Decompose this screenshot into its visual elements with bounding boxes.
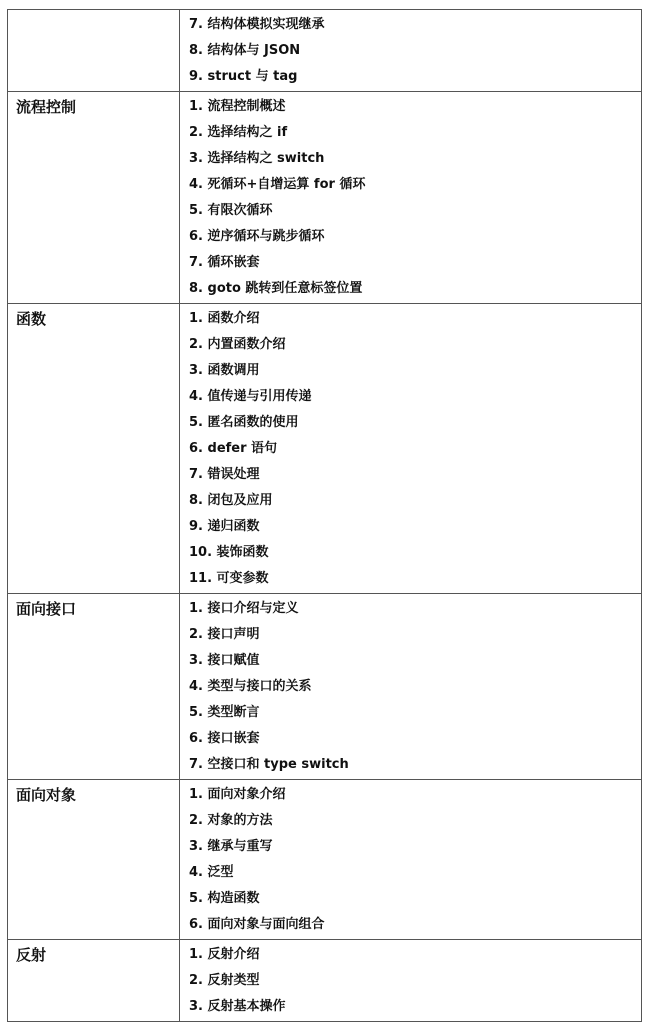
topic-list — [180, 940, 642, 1021]
topic-item: 6. 逆序循环与跳步循环 — [189, 229, 325, 244]
topic-item: 5. 类型断言 — [189, 705, 260, 720]
table-row — [8, 304, 642, 594]
table-row — [8, 940, 642, 1022]
table-row — [8, 92, 642, 304]
topic-item: 7. 循环嵌套 — [189, 255, 260, 270]
topic-item: 4. 泛型 — [189, 865, 234, 880]
category-cell: 面向对象 — [8, 780, 180, 939]
topic-item: 11. 可变参数 — [189, 571, 269, 586]
topic-item: 7. 空接口和 type switch — [189, 757, 349, 772]
topic-item: 9. struct 与 tag — [189, 69, 298, 84]
topic-item: 1. 流程控制概述 — [189, 99, 286, 114]
topic-item: 2. 接口声明 — [189, 627, 260, 642]
topic-item: 2. 选择结构之 if — [189, 125, 288, 140]
topic-item: 2. 反射类型 — [189, 973, 260, 988]
topic-list — [180, 780, 642, 939]
topic-list — [180, 304, 642, 593]
topic-item: 7. 错误处理 — [189, 467, 260, 482]
topic-item: 1. 函数介绍 — [189, 311, 260, 326]
topic-item: 2. 对象的方法 — [189, 813, 273, 828]
topic-item: 1. 面向对象介绍 — [189, 787, 286, 802]
table-row — [8, 780, 642, 940]
topic-item: 9. 递归函数 — [189, 519, 260, 534]
topic-item: 5. 构造函数 — [189, 891, 260, 906]
topic-item: 3. 接口赋值 — [189, 653, 260, 668]
topic-list — [180, 594, 642, 779]
category-cell — [8, 10, 180, 91]
category-cell: 函数 — [8, 304, 180, 593]
topic-item: 8. 结构体与 JSON — [189, 43, 301, 58]
topic-item: 3. 函数调用 — [189, 363, 260, 378]
topic-item: 6. 接口嵌套 — [189, 731, 260, 746]
topic-item: 8. goto 跳转到任意标签位置 — [189, 281, 363, 296]
topic-item: 3. 反射基本操作 — [189, 999, 286, 1014]
topic-item: 5. 匿名函数的使用 — [189, 415, 299, 430]
topic-item: 4. 死循环+自增运算 for 循环 — [189, 177, 366, 192]
table-row — [8, 594, 642, 780]
topic-item: 1. 接口介绍与定义 — [189, 601, 299, 616]
topic-list — [180, 10, 642, 91]
category-cell: 流程控制 — [8, 92, 180, 303]
table-row — [8, 10, 642, 92]
topic-item: 4. 类型与接口的关系 — [189, 679, 312, 694]
topic-list — [180, 92, 642, 303]
category-cell: 反射 — [8, 940, 180, 1021]
topic-item: 2. 内置函数介绍 — [189, 337, 286, 352]
topic-item: 7. 结构体模拟实现继承 — [189, 17, 325, 32]
topic-item: 6. 面向对象与面向组合 — [189, 917, 325, 932]
topic-item: 3. 继承与重写 — [189, 839, 273, 854]
topic-item: 5. 有限次循环 — [189, 203, 273, 218]
topic-item: 10. 装饰函数 — [189, 545, 269, 560]
curriculum-table — [7, 9, 642, 1022]
topic-item: 4. 值传递与引用传递 — [189, 389, 312, 404]
topic-item: 3. 选择结构之 switch — [189, 151, 325, 166]
category-cell: 面向接口 — [8, 594, 180, 779]
topic-item: 8. 闭包及应用 — [189, 493, 273, 508]
topic-item: 1. 反射介绍 — [189, 947, 260, 962]
topic-item: 6. defer 语句 — [189, 441, 278, 456]
